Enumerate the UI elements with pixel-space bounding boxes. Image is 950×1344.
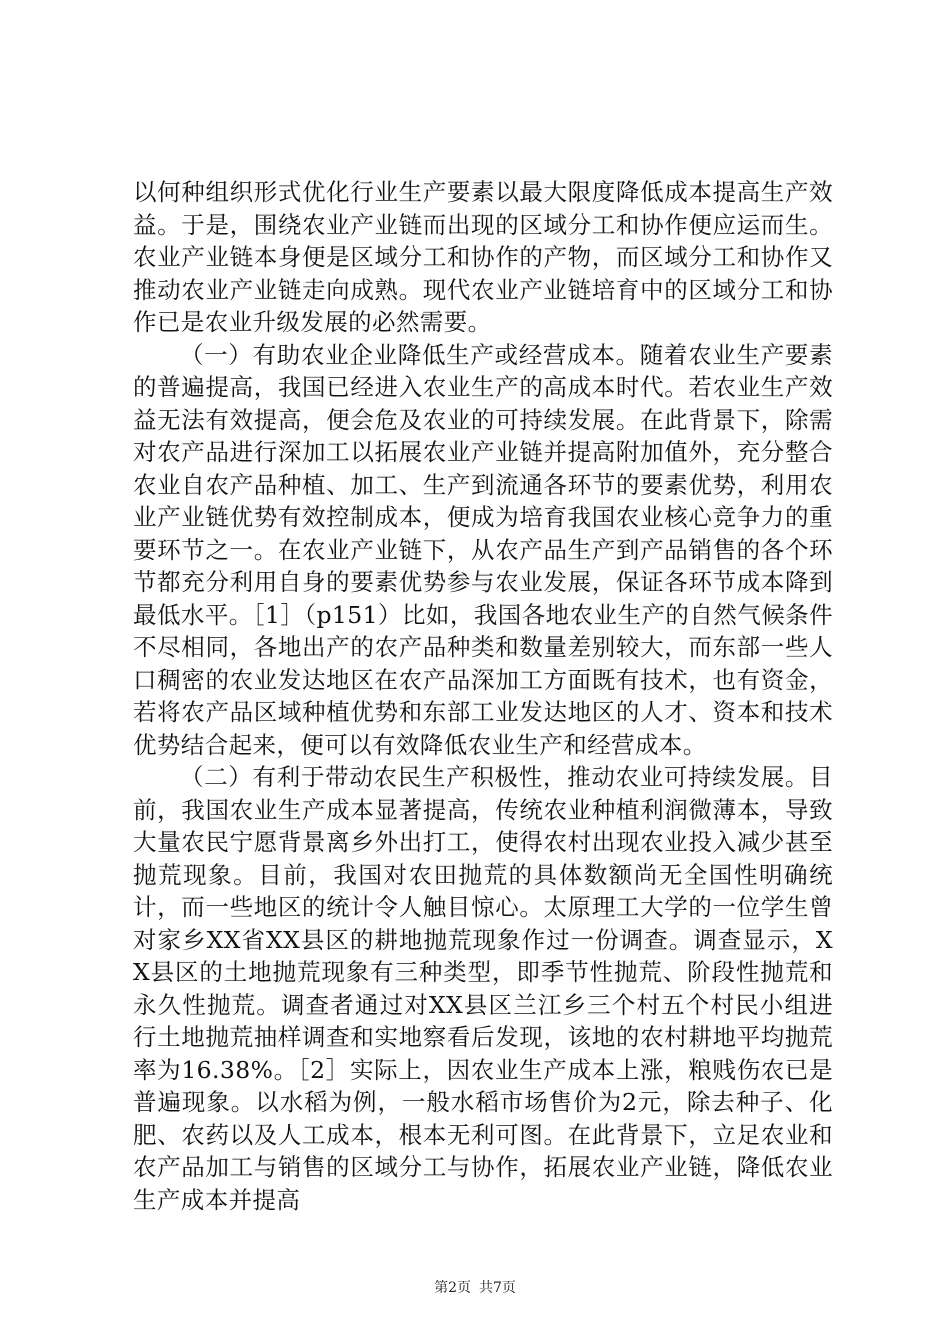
body-text: [133, 176, 833, 1216]
paragraph-section-two: （二）有利于带动农民生产积极性，推动农业可持续发展。目前，我国农业生产成本显著提高，传统农业种植利润微薄本，导致大量农民宁愿背景离乡外出打工，使得农村出现农业投入减少甚至抛荒现象。目前，我国对农田抛荒的具体数额尚无全国性明确统计，而一些地区的统计令人触目惊心。太原理工大学的一位学生曾对家乡XX省XX县区的耕地抛荒现象作过一份调查。调查显示，XX县区的土地抛荒现象有三种类型，即季节性抛荒、阶段性抛荒和永久性抛荒。调查者通过对XX县区兰江乡三个村五个村民小组进行土地抛荒抽样调查和实地察看后发现，该地的农村耕地平均抛荒率为16.38%。［2］实际上，因农业生产成本上涨，粮贱伤农已是普遍现象。以水稻为例，一般水稻市场售价为2元，除去种子、化肥、农药以及人工成本，根本无利可图。在此背景下，立足农业和农产品加工与销售的区域分工与协作，拓展农业产业链，降低农业生产成本并提高: [133, 763, 833, 1214]
page-number-current: 第2页: [434, 1280, 471, 1296]
page-number-total: 共7页: [479, 1280, 516, 1296]
page-footer: [0, 1278, 950, 1298]
paragraph-section-one: （一）有助农业企业降低生产或经营成本。随着农业生产要素的普遍提高，我国已经进入农业生产的高成本时代。若农业生产效益无法有效提高，便会危及农业的可持续发展。在此背景下，除需对农产品进行深加工以拓展农业产业链并提高附加值外，充分整合农业自农产品种植、加工、生产到流通各环节的要素优势，利用农业产业链优势有效控制成本，便成为培育我国农业核心竞争力的重要环节之一。在农业产业链下，从农产品生产到产品销售的各个环节都充分利用自身的要素优势参与农业发展，保证各环节成本降到最低水平。［1］（p151）比如，我国各地农业生产的自然气候条件不尽相同，各地出产的农产品种类和数量差别较大，而东部一些人口稠密的农业发达地区在农产品深加工方面既有技术，也有资金，若将农产品区域种植优势和东部工业发达地区的人才、资本和技术优势结合起来，便可以有效降低农业生产和经营成本。: [133, 340, 833, 759]
paragraph-intro: 以何种组织形式优化行业生产要素以最大限度降低成本提高生产效益。于是，围绕农业产业链而出现的区域分工和协作便应运而生。农业产业链本身便是区域分工和协作的产物，而区域分工和协作又推动农业产业链走向成熟。现代农业产业链培育中的区域分工和协作已是农业升级发展的必然需要。: [133, 178, 833, 336]
